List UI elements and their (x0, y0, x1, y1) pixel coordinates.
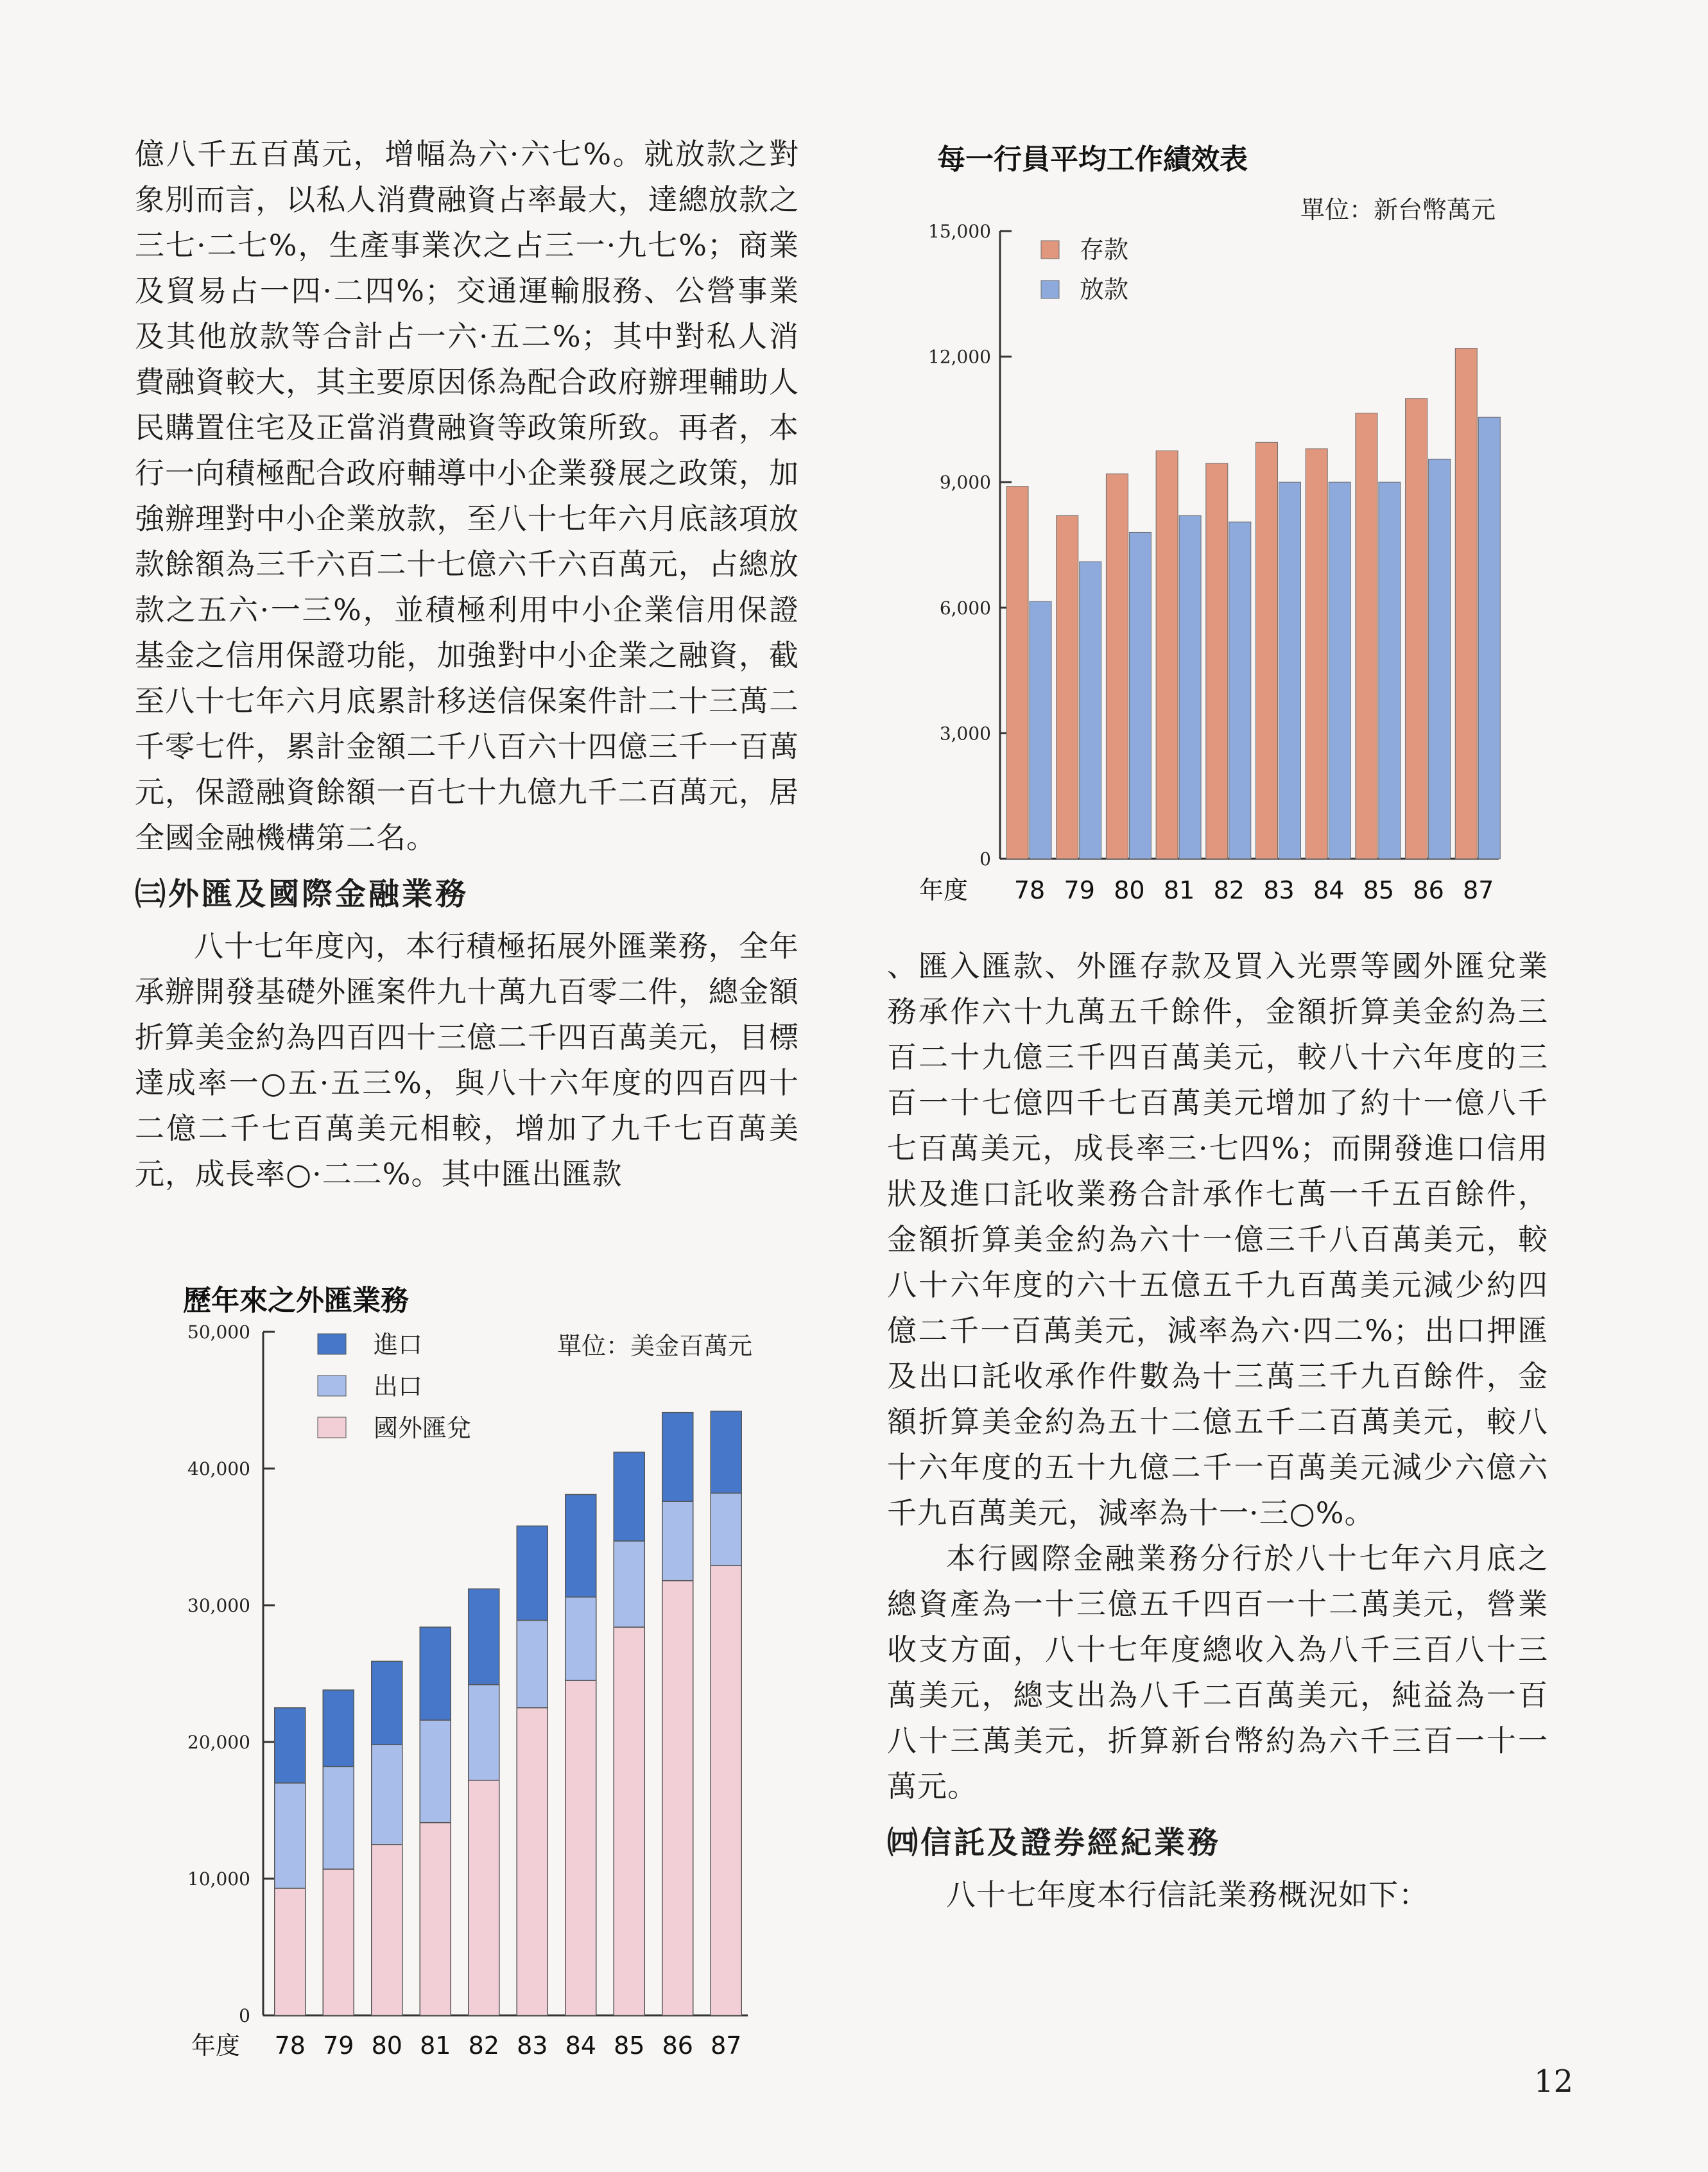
x-tick-label: 81 (420, 2031, 451, 2060)
unit-label: 單位：新台幣萬元 (1300, 196, 1496, 224)
legend-swatch (1041, 280, 1059, 298)
y-tick-label: 0 (239, 2005, 250, 2026)
bar-segment-國外匯兌 (469, 1780, 499, 2015)
body-paragraph: 、匯入匯款、外匯存款及買入光票等國外匯兌業務承作六十九萬五千餘件，金額折算美金約為三百二十九億三千四百萬美元，較八十六年度的三百一十七億四千七百萬美元增加了約十一億八千七百萬美元，成長率三·七四%；而開發進口信用狀及進口託收業務合計承作七萬一千五百餘件，金額折算美金約為六十一億三千八百萬美元，較八十六年度的六十五億五千九百萬美元減少約四億二千一百萬美元，減率為六·四二%；出口押匯及出口託收承作件數為十三萬三千九百餘件，金額折算美金約為五十二億五千二百萬美元，較八十六年度的五十九億二千一百萬美元減少六億六千九百萬美元，減率為十一·三○%。 (887, 949, 1548, 1530)
legend-label: 存款 (1080, 236, 1129, 264)
section-heading-forex: ㈢外匯及國際金融業務 (135, 876, 469, 912)
bar-segment-出口 (469, 1685, 499, 1780)
legend-label: 出口 (374, 1372, 423, 1401)
y-tick-label: 10,000 (187, 1868, 250, 1890)
x-tick-label: 83 (1263, 876, 1295, 904)
legend-swatch (318, 1334, 346, 1354)
bar-segment-進口 (711, 1411, 741, 1494)
y-tick-label: 3,000 (939, 723, 991, 745)
bar-放款 (1229, 522, 1251, 859)
legend-swatch (1041, 241, 1059, 259)
x-tick-label: 86 (1413, 876, 1444, 904)
bar-segment-國外匯兌 (711, 1565, 741, 2015)
body-paragraph: 八十七年度內，本行積極拓展外匯業務，全年承辦開發基礎外匯案件九十萬九百零二件，總金額折算美金約為四百四十三億二千四百萬美元，目標達成率一○五·五三%，與八十六年度的四百四十二億二千七百萬美元相較，增加了九千七百萬美元，成長率○·二二%。其中匯出匯款 (135, 929, 799, 1191)
bar-segment-進口 (662, 1413, 693, 1501)
bar-segment-國外匯兌 (662, 1581, 693, 2015)
x-tick-label: 84 (1313, 876, 1345, 904)
x-tick-label: 79 (1064, 876, 1095, 904)
bar-放款 (1030, 601, 1051, 859)
bar-segment-國外匯兌 (565, 1680, 596, 2015)
bar-放款 (1379, 482, 1401, 859)
bar-segment-國外匯兌 (614, 1627, 644, 2015)
bar-segment-出口 (614, 1541, 644, 1627)
bar-放款 (1129, 532, 1151, 859)
y-tick-label: 30,000 (187, 1595, 250, 1616)
bar-存款 (1406, 399, 1428, 859)
performance-bar-chart (892, 196, 1547, 924)
bar-segment-國外匯兌 (420, 1823, 451, 2015)
y-tick-label: 0 (979, 849, 991, 870)
bar-segment-出口 (420, 1720, 451, 1823)
bar-segment-出口 (711, 1493, 741, 1565)
body-paragraph: 億八千五百萬元，增幅為六·六七%。就放款之對象別而言，以私人消費融資占率最大，達總放款之三七·二七%，生產事業次之占三一·九七%；商業及貿易占一四·二四%；交通運輸服務、公營事業及其他放款等合計占一六·五二%；其中對私人消費融資較大，其主要原因係為配合政府辦理輔助人民購置住宅及正當消費融資等政策所致。再者，本行一向積極配合政府輔導中小企業發展之政策，加強辦理對中小企業放款，至八十七年六月底該項放款餘額為三千六百二十七億六千六百萬元，占總放款之五六·一三%，並積極利用中小企業信用保證基金之信用保證功能，加強對中小企業之融資，截至八十七年六月底累計移送信保案件計二十三萬二千零七件，累計金額二千八百六十四億三千一百萬元，保證融資餘額一百七十九億九千二百萬元，居全國金融機構第二名。 (135, 137, 799, 855)
y-tick-label: 50,000 (187, 1322, 250, 1343)
legend-swatch (318, 1375, 346, 1396)
x-tick-label: 85 (1363, 876, 1395, 904)
x-tick-label: 80 (371, 2031, 402, 2060)
bar-放款 (1279, 482, 1301, 859)
bar-放款 (1429, 459, 1451, 859)
x-tick-label: 80 (1114, 876, 1145, 904)
bar-存款 (1006, 487, 1028, 859)
bar-segment-進口 (323, 1690, 354, 1766)
bar-segment-進口 (469, 1589, 499, 1684)
x-tick-label: 81 (1163, 876, 1195, 904)
legend-swatch (318, 1417, 346, 1438)
y-tick-label: 15,000 (928, 221, 991, 242)
x-axis-label: 年度 (191, 2031, 240, 2060)
x-axis-label: 年度 (919, 876, 968, 904)
bar-存款 (1455, 349, 1477, 859)
bar-存款 (1106, 474, 1128, 859)
x-tick-label: 87 (1463, 876, 1494, 904)
x-tick-label: 78 (274, 2031, 306, 2060)
forex-stacked-bar-chart (148, 1309, 789, 2080)
bar-segment-出口 (372, 1745, 402, 1844)
unit-label: 單位：美金百萬元 (556, 1332, 752, 1360)
bar-存款 (1057, 515, 1078, 859)
x-tick-label: 85 (614, 2031, 645, 2060)
legend-label: 國外匯兌 (374, 1414, 472, 1442)
bar-segment-國外匯兌 (372, 1845, 402, 2015)
chart-title-forex: 歷年來之外匯業務 (183, 1284, 409, 1317)
x-tick-label: 86 (662, 2031, 693, 2060)
x-tick-label: 82 (1213, 876, 1245, 904)
bar-segment-進口 (517, 1526, 548, 1620)
bar-放款 (1080, 562, 1101, 859)
bar-segment-國外匯兌 (517, 1708, 548, 2015)
page-number: 12 (1533, 2064, 1573, 2099)
bar-segment-出口 (662, 1501, 693, 1581)
left-column (135, 132, 799, 1197)
bar-存款 (1206, 463, 1228, 859)
x-tick-label: 82 (468, 2031, 499, 2060)
legend-label: 進口 (374, 1331, 423, 1359)
y-tick-label: 40,000 (187, 1458, 250, 1479)
x-tick-label: 79 (323, 2031, 354, 2060)
y-tick-label: 9,000 (939, 472, 991, 494)
bar-放款 (1179, 515, 1201, 859)
x-tick-label: 83 (517, 2031, 548, 2060)
bar-segment-國外匯兌 (323, 1869, 354, 2015)
x-tick-label: 87 (711, 2031, 742, 2060)
bar-存款 (1156, 451, 1178, 859)
bar-segment-進口 (614, 1452, 644, 1540)
x-tick-label: 78 (1014, 876, 1046, 904)
bar-segment-出口 (565, 1597, 596, 1680)
bar-segment-出口 (323, 1766, 354, 1869)
bar-放款 (1329, 482, 1350, 859)
bar-segment-進口 (565, 1494, 596, 1597)
right-column (887, 944, 1548, 1918)
x-tick-label: 84 (565, 2031, 596, 2060)
y-tick-label: 6,000 (939, 597, 991, 619)
bar-segment-進口 (275, 1708, 306, 1783)
bar-segment-進口 (420, 1627, 451, 1720)
bar-存款 (1256, 442, 1278, 859)
bar-segment-出口 (517, 1620, 548, 1707)
bar-存款 (1356, 413, 1377, 859)
y-tick-label: 20,000 (187, 1732, 250, 1753)
body-paragraph: 八十七年度本行信託業務概況如下： (946, 1877, 1429, 1912)
legend-label: 放款 (1080, 275, 1129, 304)
body-paragraph: 本行國際金融業務分行於八十七年六月底之總資產為一十三億五千四百一十二萬美元，營業收支方面，八十七年度總收入為八千三百八十三萬美元，總支出為八千二百萬美元，純益為一百八十三萬美元，折算新台幣約為六千三百一十一萬元。 (887, 1541, 1548, 1804)
chart-title-performance: 每一行員平均工作績效表 (937, 143, 1248, 176)
bar-segment-出口 (275, 1783, 306, 1888)
bar-segment-進口 (372, 1661, 402, 1745)
bar-放款 (1478, 417, 1500, 859)
section-heading-trust: ㈣信託及證券經紀業務 (887, 1825, 1221, 1861)
bar-segment-國外匯兌 (275, 1888, 306, 2015)
bar-存款 (1306, 449, 1327, 859)
y-tick-label: 12,000 (928, 346, 991, 368)
